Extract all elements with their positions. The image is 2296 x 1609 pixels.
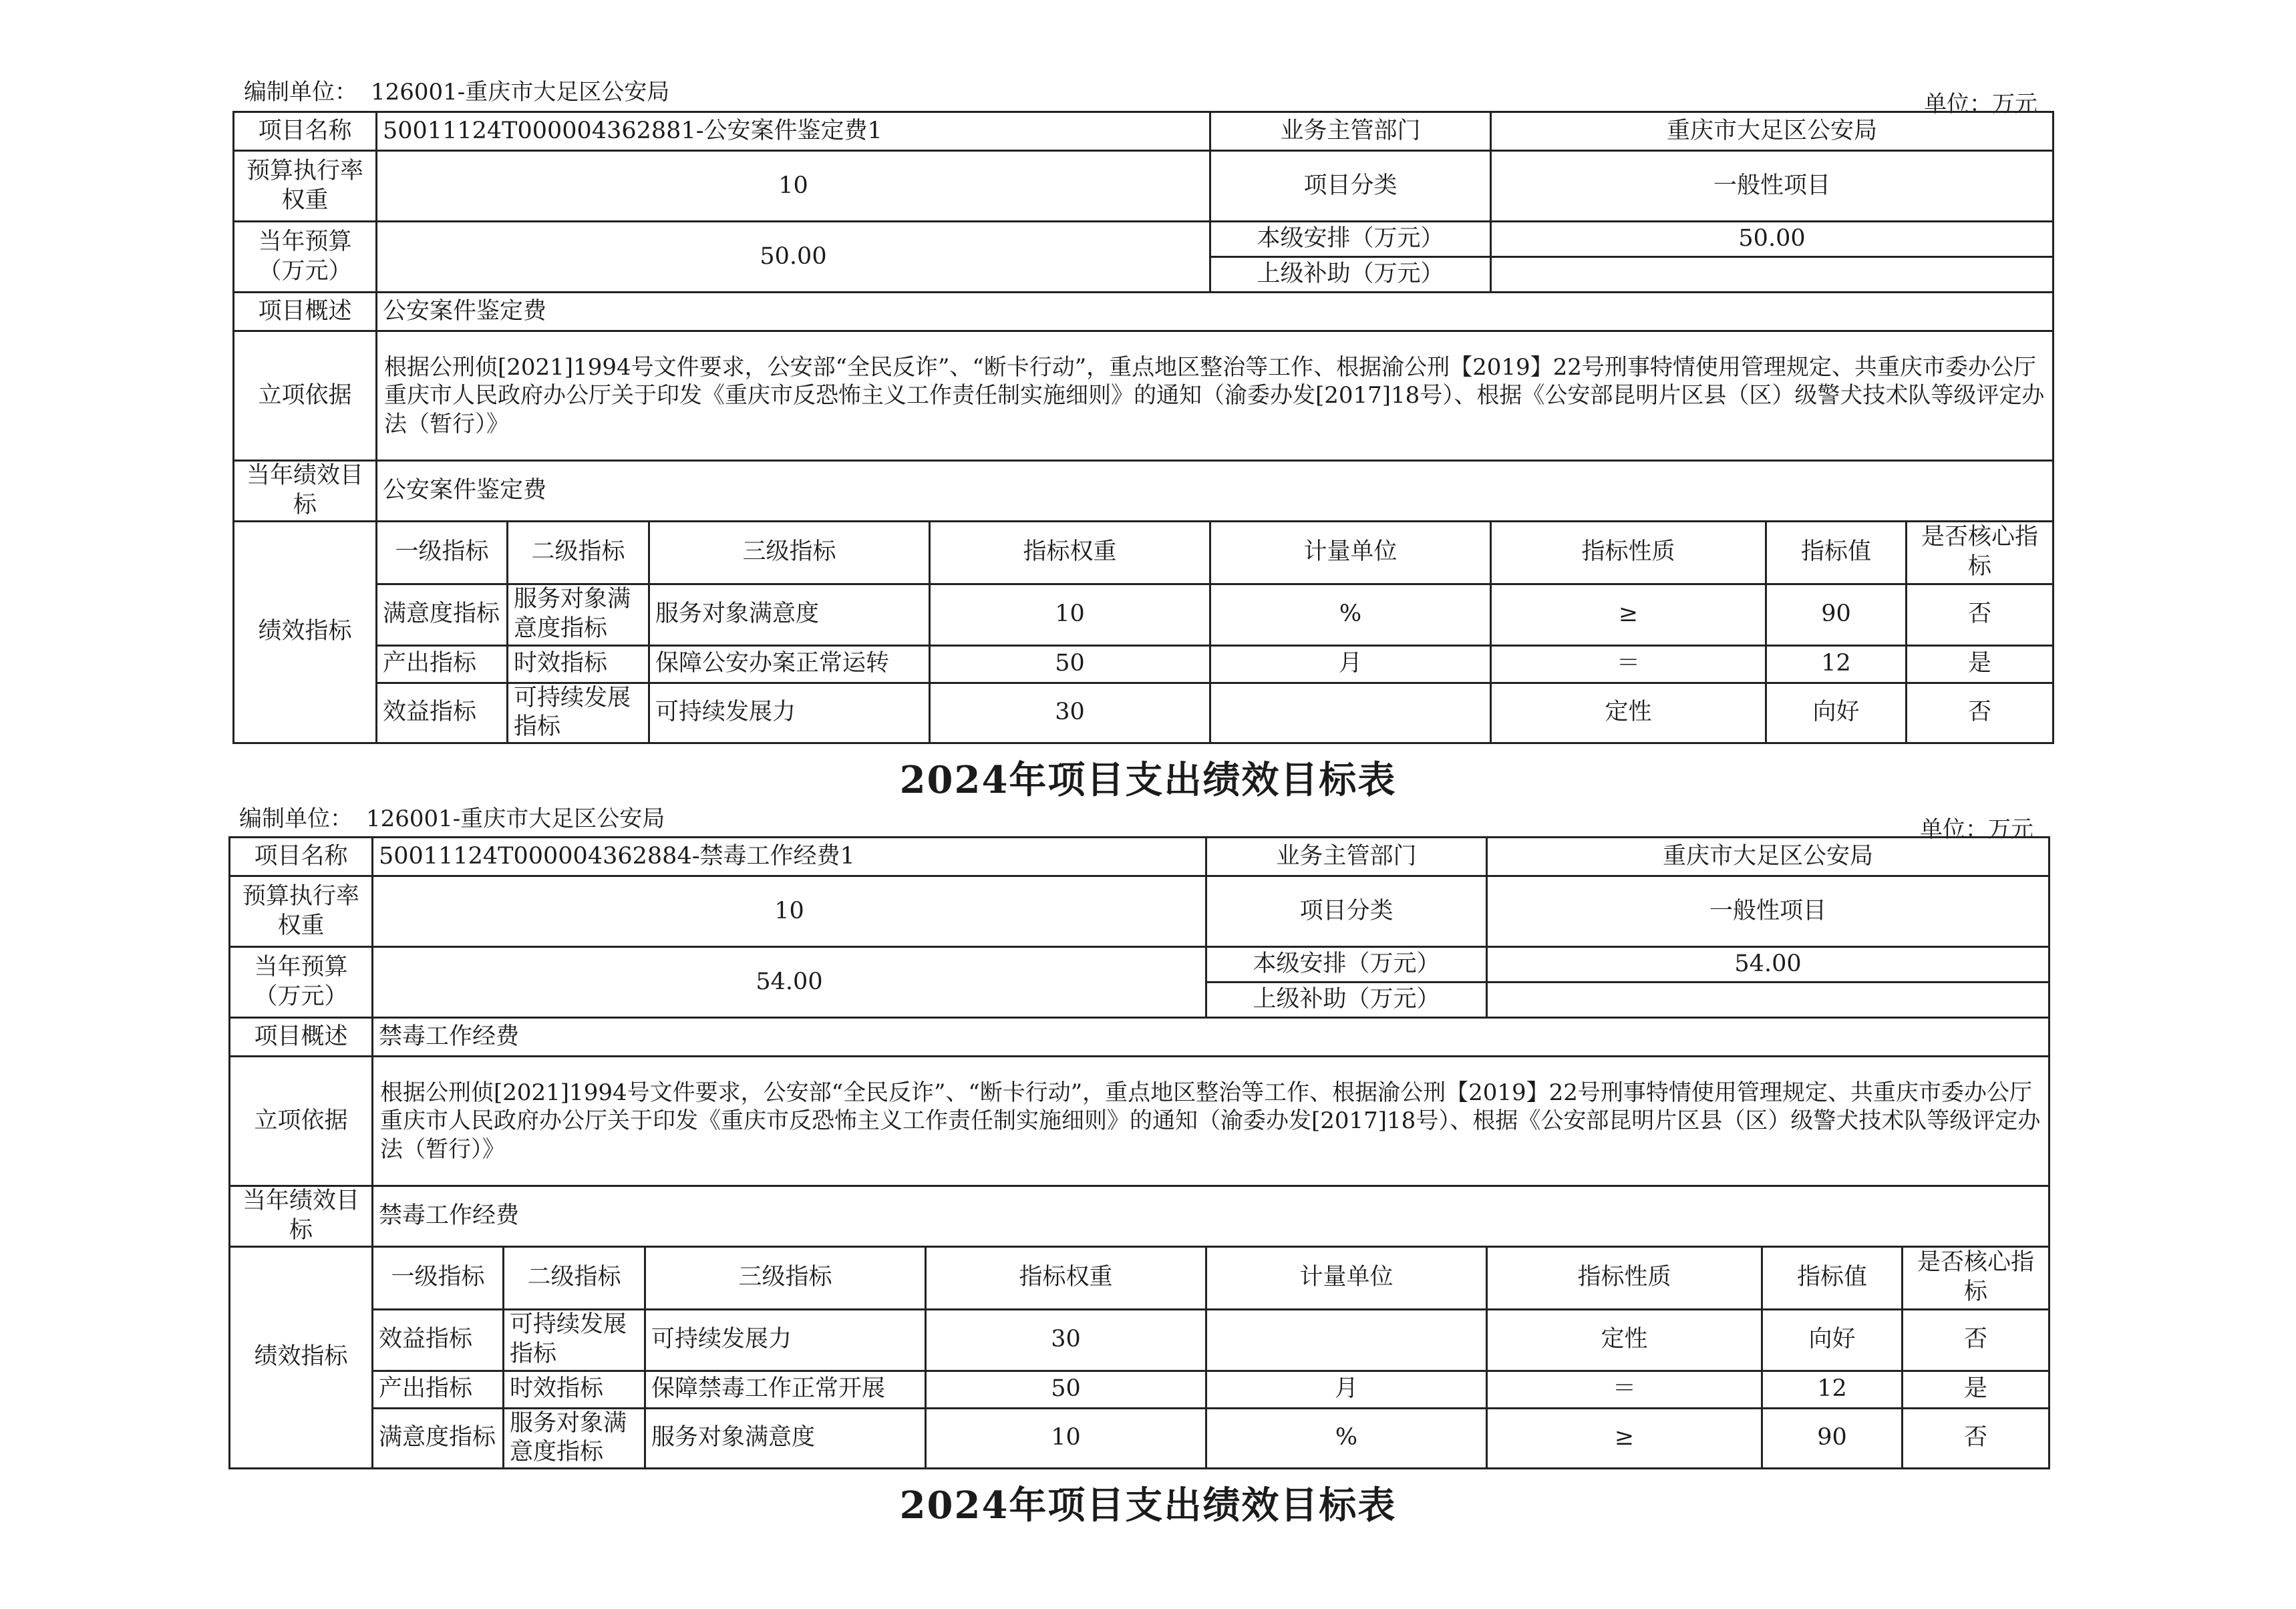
- org-label: 编制单位： 126001-重庆市大足区公安局: [239, 806, 665, 832]
- header-cell: 三级指标: [645, 1246, 926, 1309]
- budget: 50.00: [377, 222, 1210, 293]
- label-indicators: 绩效指标: [234, 521, 377, 743]
- header-cell: 指标权重: [926, 1246, 1206, 1309]
- cell: ＝: [1487, 1371, 1762, 1408]
- header-cell: 指标权重: [930, 521, 1210, 584]
- cell: 是: [1907, 645, 2054, 683]
- goal: 禁毒工作经费: [373, 1186, 2049, 1247]
- label-basis: 立项依据: [234, 331, 377, 461]
- label-dept: 业务主管部门: [1206, 838, 1487, 876]
- cell: 月: [1206, 1371, 1487, 1408]
- cell: 向好: [1762, 1309, 1903, 1371]
- table-row: [230, 1371, 2049, 1408]
- label-project-name: 项目名称: [230, 838, 373, 876]
- cell: 12: [1762, 1371, 1903, 1408]
- category: 一般性项目: [1491, 151, 2054, 222]
- header-cell: 二级指标: [508, 521, 649, 584]
- label-category: 项目分类: [1210, 151, 1491, 222]
- cell: ≥: [1487, 1408, 1762, 1469]
- cell: 50: [926, 1371, 1206, 1408]
- cell: 可持续发展力: [649, 683, 930, 743]
- cell: 满意度指标: [377, 584, 508, 645]
- table-row: [234, 584, 2054, 645]
- header-cell: 计量单位: [1210, 521, 1491, 584]
- own: 50.00: [1491, 222, 2054, 257]
- header-cell: 二级指标: [504, 1246, 645, 1309]
- own: 54.00: [1487, 947, 2049, 982]
- form-title: 2024年项目支出绩效目标表: [899, 758, 1397, 802]
- unit-label: 单位：万元: [1920, 816, 2033, 843]
- cell: 定性: [1491, 683, 1766, 743]
- upper: [1487, 982, 2049, 1018]
- cell: 定性: [1487, 1309, 1762, 1371]
- cell: 30: [930, 683, 1210, 743]
- table-row: [234, 683, 2054, 743]
- cell: 向好: [1766, 683, 1907, 743]
- cell: [1206, 1309, 1487, 1371]
- header-cell: 是否核心指标: [1907, 521, 2054, 584]
- label-goal: 当年绩效目标: [230, 1186, 373, 1247]
- cell: 时效指标: [504, 1371, 645, 1408]
- label-project-name: 项目名称: [234, 112, 377, 151]
- header-cell: 一级指标: [373, 1246, 504, 1309]
- cell: %: [1210, 584, 1491, 645]
- table-row: [234, 645, 2054, 683]
- dept: 重庆市大足区公安局: [1487, 838, 2049, 876]
- cell: 30: [926, 1309, 1206, 1371]
- cell: 是: [1903, 1371, 2049, 1408]
- org-label: 编制单位： 126001-重庆市大足区公安局: [244, 79, 670, 106]
- overview: 禁毒工作经费: [373, 1018, 2049, 1057]
- form-title: 2024年项目支出绩效目标表: [899, 1483, 1397, 1528]
- dept: 重庆市大足区公安局: [1491, 112, 2054, 151]
- label-indicators: 绩效指标: [230, 1246, 373, 1469]
- project-table: [232, 111, 2054, 744]
- upper: [1491, 257, 2054, 293]
- cell: ＝: [1491, 645, 1766, 683]
- header-cell: 一级指标: [377, 521, 508, 584]
- label-own: 本级安排（万元）: [1210, 222, 1491, 257]
- project-name: 50011124T000004362881-公安案件鉴定费1: [377, 112, 1210, 151]
- label-category: 项目分类: [1206, 876, 1487, 947]
- cell: 90: [1766, 584, 1907, 645]
- label-own: 本级安排（万元）: [1206, 947, 1487, 982]
- label-dept: 业务主管部门: [1210, 112, 1491, 151]
- cell: 产出指标: [373, 1371, 504, 1408]
- label-upper: 上级补助（万元）: [1206, 982, 1487, 1018]
- header-cell: 三级指标: [649, 521, 930, 584]
- weight: 10: [377, 151, 1210, 222]
- overview: 公安案件鉴定费: [377, 293, 2054, 331]
- cell: 时效指标: [508, 645, 649, 683]
- cell: 效益指标: [377, 683, 508, 743]
- label-basis: 立项依据: [230, 1057, 373, 1186]
- label-overview: 项目概述: [234, 293, 377, 331]
- cell: 可持续发展指标: [508, 683, 649, 743]
- cell: 否: [1907, 683, 2054, 743]
- header-cell: 是否核心指标: [1903, 1246, 2049, 1309]
- basis: 根据公刑侦[2021]1994号文件要求，公安部“全民反诈”、“断卡行动”，重点地区整治等工作、根据渝公刑【2019】22号刑事特情使用管理规定、共重庆市委办公厅重庆市人民政府办公厅关于印发《重庆市反恐怖主义工作责任制实施细则》的通知（渝委办发[2017]18号）、根据《公安部昆明片区县（区）级警犬技术队等级评定办法（暂行）》: [373, 1057, 2049, 1186]
- cell: 否: [1907, 584, 2054, 645]
- header-cell: 指标性质: [1487, 1246, 1762, 1309]
- header-cell: 指标值: [1762, 1246, 1903, 1309]
- label-weight: 预算执行率权重: [230, 876, 373, 947]
- cell: %: [1206, 1408, 1487, 1469]
- table-row: [230, 1408, 2049, 1469]
- basis: 根据公刑侦[2021]1994号文件要求，公安部“全民反诈”、“断卡行动”，重点地区整治等工作、根据渝公刑【2019】22号刑事特情使用管理规定、共重庆市委办公厅重庆市人民政府办公厅关于印发《重庆市反恐怖主义工作责任制实施细则》的通知（渝委办发[2017]18号）、根据《公安部昆明片区县（区）级警犬技术队等级评定办法（暂行）》: [377, 331, 2054, 461]
- cell: 50: [930, 645, 1210, 683]
- project-table: [228, 836, 2050, 1469]
- cell: 可持续发展指标: [504, 1309, 645, 1371]
- label-budget: 当年预算（万元）: [234, 222, 377, 293]
- label-upper: 上级补助（万元）: [1210, 257, 1491, 293]
- header-cell: 指标值: [1766, 521, 1907, 584]
- cell: 产出指标: [377, 645, 508, 683]
- label-overview: 项目概述: [230, 1018, 373, 1057]
- cell: 否: [1903, 1309, 2049, 1371]
- cell: 服务对象满意度指标: [504, 1408, 645, 1469]
- label-budget: 当年预算（万元）: [230, 947, 373, 1018]
- cell: 满意度指标: [373, 1408, 504, 1469]
- cell: 效益指标: [373, 1309, 504, 1371]
- cell: 90: [1762, 1408, 1903, 1469]
- cell: ≥: [1491, 584, 1766, 645]
- cell: 12: [1766, 645, 1907, 683]
- cell: 月: [1210, 645, 1491, 683]
- cell: 保障禁毒工作正常开展: [645, 1371, 926, 1408]
- unit-label: 单位：万元: [1924, 91, 2037, 118]
- project-name: 50011124T000004362884-禁毒工作经费1: [373, 838, 1206, 876]
- header-cell: 指标性质: [1491, 521, 1766, 584]
- cell: 10: [926, 1408, 1206, 1469]
- goal: 公安案件鉴定费: [377, 461, 2054, 522]
- label-weight: 预算执行率权重: [234, 151, 377, 222]
- cell: 服务对象满意度: [645, 1408, 926, 1469]
- label-goal: 当年绩效目标: [234, 461, 377, 522]
- budget: 54.00: [373, 947, 1206, 1018]
- header-cell: 计量单位: [1206, 1246, 1487, 1309]
- cell: 10: [930, 584, 1210, 645]
- cell: 否: [1903, 1408, 2049, 1469]
- table-row: [230, 1309, 2049, 1371]
- cell: [1210, 683, 1491, 743]
- weight: 10: [373, 876, 1206, 947]
- cell: 保障公安办案正常运转: [649, 645, 930, 683]
- cell: 可持续发展力: [645, 1309, 926, 1371]
- cell: 服务对象满意度: [649, 584, 930, 645]
- category: 一般性项目: [1487, 876, 2049, 947]
- cell: 服务对象满意度指标: [508, 584, 649, 645]
